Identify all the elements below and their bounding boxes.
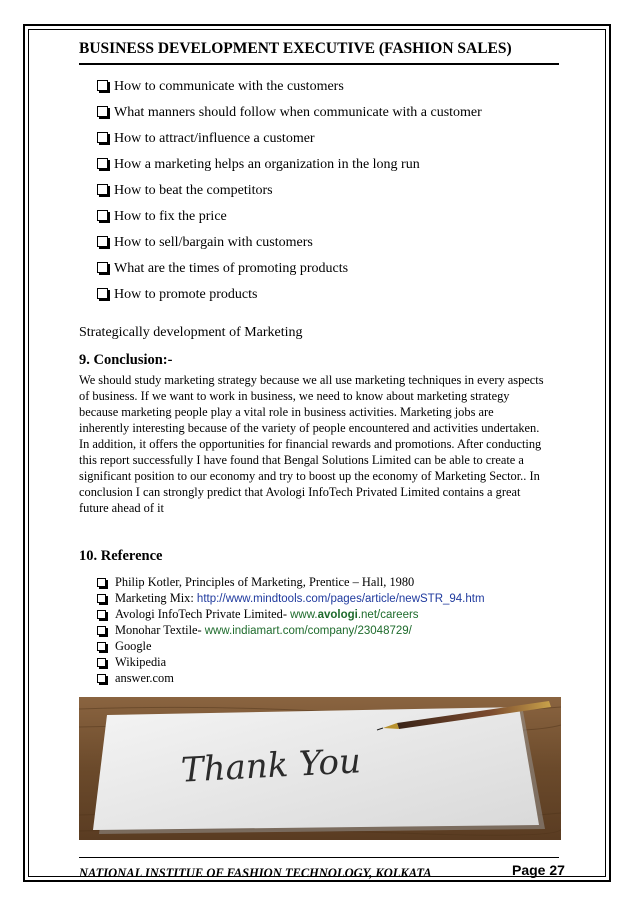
list-item: Marketing Mix: http://www.mindtools.com/pages/article/newSTR_94.htm	[97, 590, 485, 606]
thank-you-card-image	[79, 697, 561, 840]
topic-list	[97, 75, 482, 309]
list-item: answer.com	[97, 670, 485, 686]
list-item: How to sell/bargain with customers	[97, 231, 482, 257]
paragraph-line: In addition, it offers the opportunities for financial rewards and promotions. After conducting	[79, 437, 542, 451]
checkbox-bullet-icon	[97, 288, 108, 299]
paragraph-line: We should study marketing strategy because we all use marketing techniques in every aspects	[79, 373, 544, 387]
conclusion-heading: 9. Conclusion:-	[79, 352, 173, 368]
list-item: What manners should follow when communicate with a customer	[97, 101, 482, 127]
checkbox-bullet-icon	[97, 578, 106, 587]
list-item: How to fix the price	[97, 205, 482, 231]
paragraph-line: of business. If we want to work in business, we need to know about marketing strategy	[79, 389, 510, 403]
checkbox-bullet-icon	[97, 610, 106, 619]
list-item: How a marketing helps an organization in the long run	[97, 153, 482, 179]
paragraph-line: because marketing people play a vital role in business activities. Marketing jobs are	[79, 405, 494, 419]
paragraph-line: this report successfully I have found that Bengal Solutions Limited can be able to create a	[79, 453, 524, 467]
mindtools-link[interactable]: http://www.mindtools.com/pages/article/newSTR_94.htm	[196, 593, 485, 605]
page-header-title: BUSINESS DEVELOPMENT EXECUTIVE (FASHION SALES)	[79, 40, 512, 57]
list-item: Wikipedia	[97, 654, 485, 670]
header-rule	[79, 63, 559, 65]
checkbox-bullet-icon	[97, 80, 108, 91]
list-item: How to beat the competitors	[97, 179, 482, 205]
list-item: Avologi InfoTech Private Limited- www.avologi.net/careers	[97, 606, 485, 622]
list-item: How to attract/influence a customer	[97, 127, 482, 153]
paragraph-line: future ahead of it	[79, 501, 164, 515]
strategic-line: Strategically development of Marketing	[79, 325, 303, 340]
checkbox-bullet-icon	[97, 158, 108, 169]
conclusion-paragraph	[79, 372, 561, 516]
checkbox-bullet-icon	[97, 594, 106, 603]
footer-rule	[79, 857, 559, 858]
reference-list	[97, 574, 485, 686]
reference-heading: 10. Reference	[79, 548, 163, 564]
checkbox-bullet-icon	[97, 642, 106, 651]
list-item: How to promote products	[97, 283, 482, 309]
checkbox-bullet-icon	[97, 262, 108, 273]
paragraph-line: conclusion I can strongly predict that Avologi InfoTech Privated Limited contains a great	[79, 485, 521, 499]
list-item: What are the times of promoting products	[97, 257, 482, 283]
avologi-link[interactable]: www.avologi.net/careers	[290, 609, 419, 621]
checkbox-bullet-icon	[97, 210, 108, 221]
checkbox-bullet-icon	[97, 236, 108, 247]
paragraph-line: inherently interesting because of the variety of people encountered and activities undertaken.	[79, 421, 540, 435]
checkbox-bullet-icon	[97, 106, 108, 117]
checkbox-bullet-icon	[97, 132, 108, 143]
checkbox-bullet-icon	[97, 658, 106, 667]
footer-institute: NATIONAL INSTITUE OF FASHION TECHNOLOGY, KOLKATA	[79, 866, 432, 880]
checkbox-bullet-icon	[97, 674, 106, 683]
indiamart-link[interactable]: www.indiamart.com/company/23048729/	[204, 625, 412, 637]
page-number: Page 27	[512, 862, 565, 878]
checkbox-bullet-icon	[97, 184, 108, 195]
checkbox-bullet-icon	[97, 626, 106, 635]
list-item: How to communicate with the customers	[97, 75, 482, 101]
card-text: Thank You	[179, 741, 362, 791]
list-item: Philip Kotler, Principles of Marketing, Prentice – Hall, 1980	[97, 574, 485, 590]
list-item: Google	[97, 638, 485, 654]
list-item: Monohar Textile- www.indiamart.com/company/23048729/	[97, 622, 485, 638]
paragraph-line: significant position to our economy and try to boost up the economy of Marketing Sector.. In	[79, 469, 540, 483]
